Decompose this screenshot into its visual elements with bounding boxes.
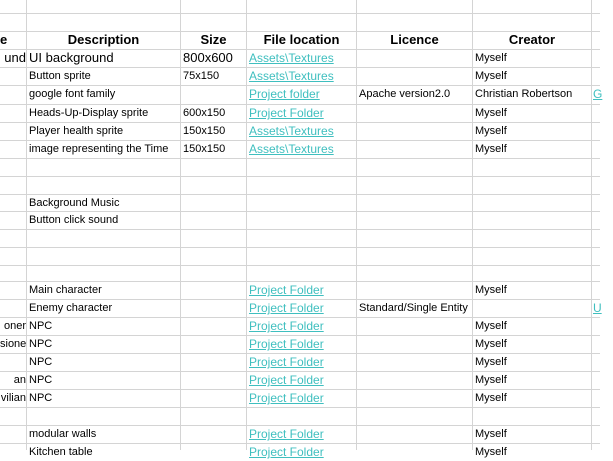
cell-creator[interactable]: Myself	[475, 143, 507, 155]
cell-description[interactable]: google font family	[29, 88, 116, 100]
cell-file-location[interactable]: Project Folder	[249, 319, 324, 333]
cell-description[interactable]: NPC	[29, 392, 53, 404]
cell-file-location[interactable]: Project Folder	[249, 445, 324, 459]
cell-description[interactable]: NPC	[29, 374, 53, 386]
cell-creator[interactable]: Myself	[475, 446, 507, 458]
cell-file-location[interactable]: Project Folder	[249, 355, 324, 369]
cell-description[interactable]: UI background	[29, 50, 114, 65]
cell-licence[interactable]: Apache version2.0	[359, 88, 451, 100]
header-name-partial[interactable]: e	[0, 32, 8, 47]
cell-size[interactable]: 800x600	[183, 50, 233, 65]
cell-file-location[interactable]: Project Folder	[249, 301, 324, 315]
cell-creator[interactable]: Myself	[475, 284, 507, 296]
cell-description[interactable]: image representing the Time	[29, 143, 169, 155]
cell-creator[interactable]: Myself	[475, 70, 507, 82]
cell-creator[interactable]: Myself	[475, 52, 507, 64]
cell-description[interactable]: NPC	[29, 356, 53, 368]
header-file-location[interactable]: File location	[263, 32, 340, 47]
grid-row-line	[0, 407, 600, 408]
cell-file-location[interactable]: Assets\Textures	[249, 124, 334, 138]
cell-description[interactable]: Button click sound	[29, 214, 119, 226]
header-description[interactable]: Description	[67, 32, 140, 47]
cell-creator[interactable]: Myself	[475, 107, 507, 119]
cell-description[interactable]: modular walls	[29, 428, 97, 440]
cell-file-location[interactable]: Assets\Textures	[249, 142, 334, 156]
header-creator[interactable]: Creator	[508, 32, 556, 47]
cell-description[interactable]: Kitchen table	[29, 446, 93, 458]
cell-file-location[interactable]: Assets\Textures	[249, 69, 334, 83]
cell-description[interactable]: Background Music	[29, 197, 120, 209]
grid-row-line	[0, 13, 600, 14]
cell-file-location[interactable]: Project Folder	[249, 283, 324, 297]
cell-description[interactable]: Heads-Up-Display sprite	[29, 107, 149, 119]
cell-description[interactable]: Button sprite	[29, 70, 91, 82]
cell-name[interactable]: und	[4, 50, 26, 65]
cell-name[interactable]: sione	[0, 338, 27, 350]
grid-row-line	[0, 229, 600, 230]
cell-size[interactable]: 600x150	[183, 107, 226, 119]
cell-file-location[interactable]: Project Folder	[249, 337, 324, 351]
cell-creator[interactable]: Myself	[475, 374, 507, 386]
cell-name[interactable]: vilian	[0, 392, 26, 404]
cell-creator[interactable]: Myself	[475, 125, 507, 137]
cell-size[interactable]: 150x150	[183, 143, 226, 155]
cell-creator[interactable]: Christian Robertson	[475, 88, 573, 100]
cell-creator[interactable]: Myself	[475, 428, 507, 440]
cell-creator[interactable]: Myself	[475, 392, 507, 404]
cell-licence[interactable]: Standard/Single Entity	[359, 302, 468, 314]
cell-size[interactable]: 150x150	[183, 125, 226, 137]
header-size[interactable]: Size	[200, 32, 227, 47]
cell-extra-link[interactable]: G	[593, 87, 603, 101]
grid-row-line	[0, 247, 600, 248]
grid-row-line	[0, 158, 600, 159]
cell-size[interactable]: 75x150	[183, 70, 220, 82]
cell-file-location[interactable]: Project Folder	[249, 391, 324, 405]
cell-file-location[interactable]: Project Folder	[249, 373, 324, 387]
cell-creator[interactable]: Myself	[475, 320, 507, 332]
cell-name[interactable]: an	[13, 374, 26, 386]
cell-description[interactable]: Main character	[29, 284, 102, 296]
header-licence[interactable]: Licence	[390, 32, 439, 47]
cell-creator[interactable]: Myself	[475, 338, 507, 350]
cell-file-location[interactable]: Project folder	[249, 87, 320, 101]
cell-file-location[interactable]: Project Folder	[249, 427, 324, 441]
cell-description[interactable]: NPC	[29, 338, 53, 350]
cell-description[interactable]: Player health sprite	[29, 125, 124, 137]
cell-creator[interactable]: Myself	[475, 356, 507, 368]
cell-name[interactable]: oner	[3, 320, 26, 332]
grid-row-line	[0, 176, 600, 177]
grid-row-line	[0, 31, 600, 32]
cell-description[interactable]: NPC	[29, 320, 53, 332]
grid-row-line	[0, 265, 600, 266]
cell-extra-link[interactable]: U	[593, 301, 602, 315]
cell-file-location[interactable]: Project Folder	[249, 106, 324, 120]
cell-file-location[interactable]: Assets\Textures	[249, 51, 334, 65]
cell-description[interactable]: Enemy character	[29, 302, 113, 314]
